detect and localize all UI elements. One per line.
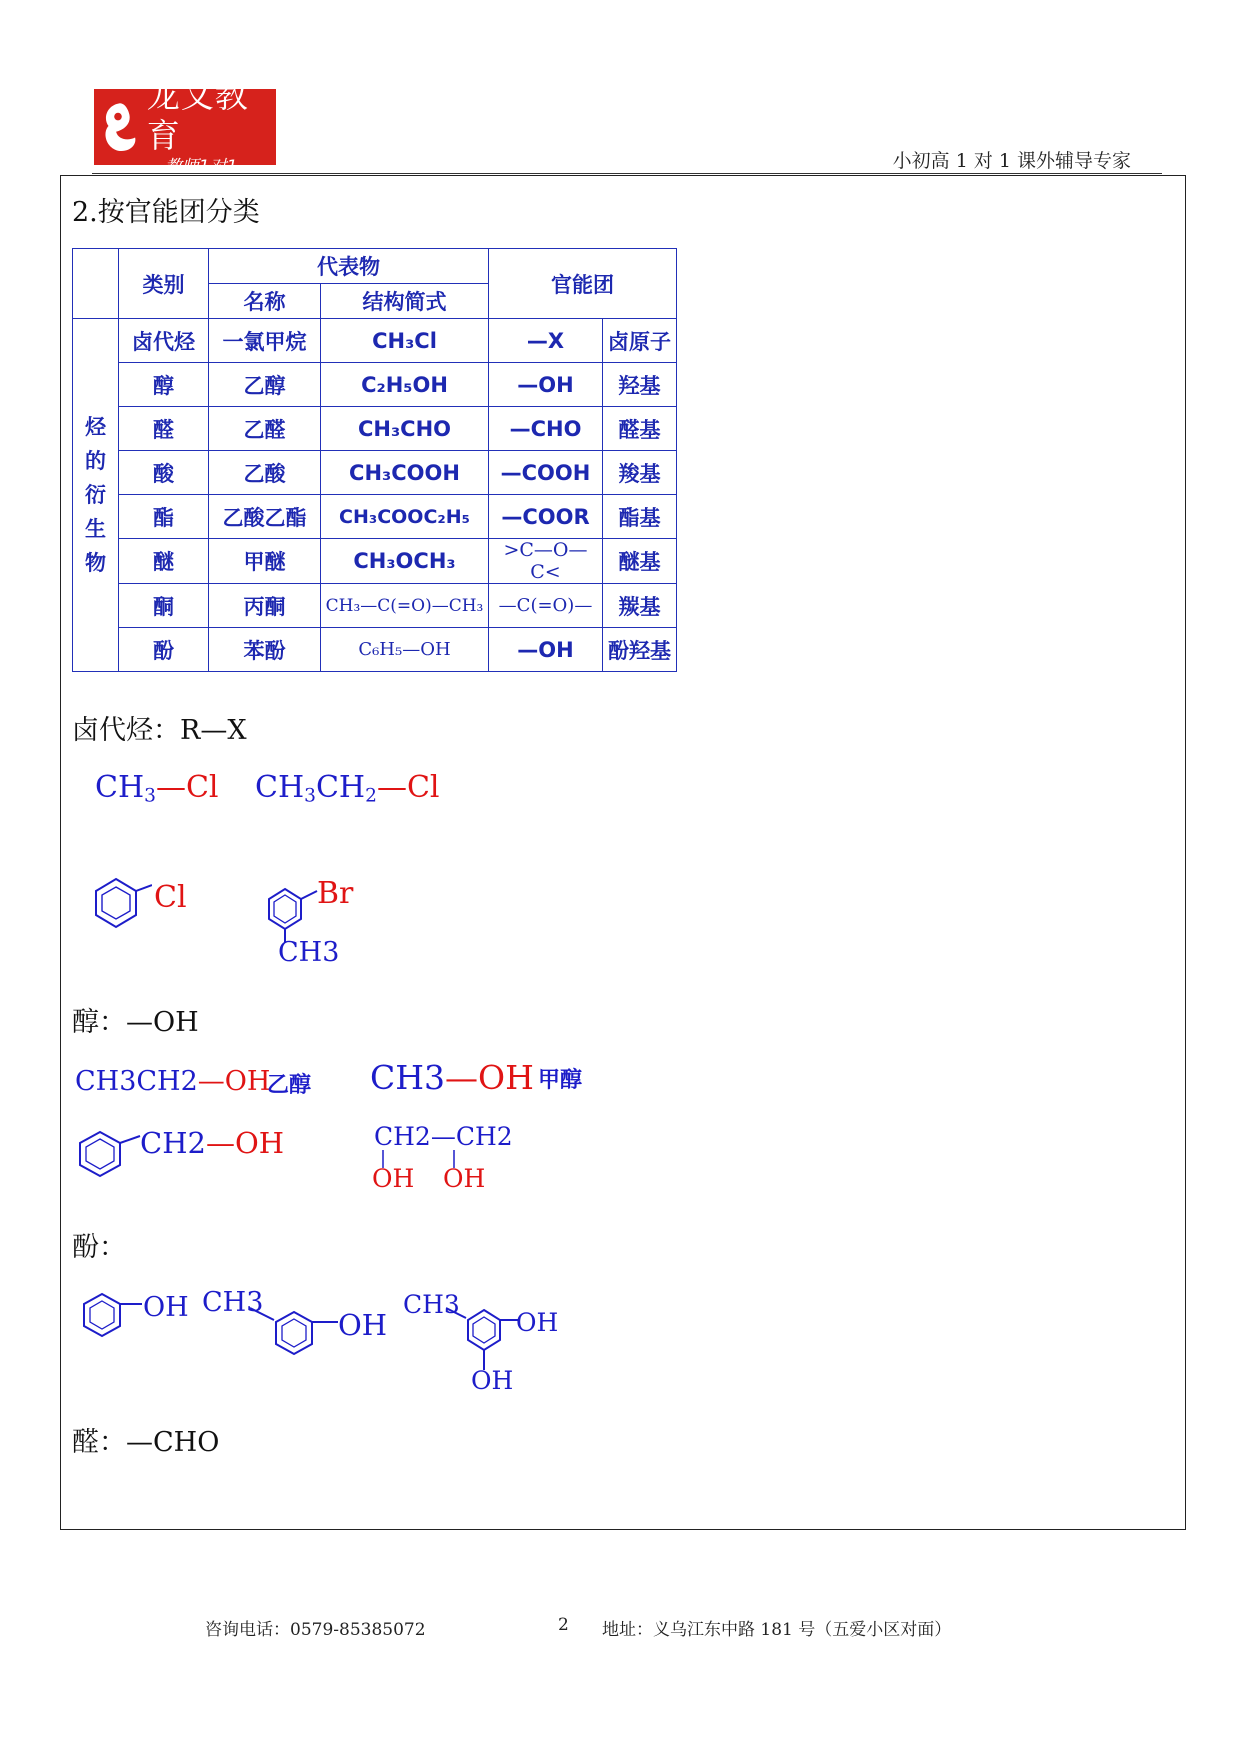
row-name: 乙醇: [209, 363, 321, 407]
row-group-name: 卤原子: [603, 319, 677, 363]
row-name: 乙醛: [209, 407, 321, 451]
row-category: 酮: [119, 584, 209, 628]
row-group: —COOR: [489, 495, 603, 539]
row-category: 醛: [119, 407, 209, 451]
footer-phone: 咨询电话：0579-85385072: [205, 1620, 426, 1640]
row-structure: CH₃COOC₂H₅: [321, 495, 489, 539]
row-group: —OH: [489, 628, 603, 672]
row-group-name: 羰基: [603, 584, 677, 628]
header-structure: 结构简式: [321, 284, 489, 319]
ethylene-glycol-backbone: CH2—CH2: [374, 1122, 513, 1151]
row-group: —CHO: [489, 407, 603, 451]
table-row: [73, 363, 677, 407]
row-group-name: 羧基: [603, 451, 677, 495]
table-row: [73, 539, 677, 584]
row-structure: CH₃Cl: [321, 319, 489, 363]
phenol-label: 酚：: [72, 1232, 126, 1263]
row-category: 酯: [119, 495, 209, 539]
row-group-name: 酚羟基: [603, 628, 677, 672]
methanol-formula: CH3—OH: [370, 1058, 534, 1097]
row-name: 苯酚: [209, 628, 321, 672]
row-structure: CH₃CHO: [321, 407, 489, 451]
row-structure: C₆H₅—OH: [321, 628, 489, 672]
header-name: 名称: [209, 284, 321, 319]
page-number: 2: [558, 1615, 569, 1635]
bromotoluene-methyl: CH3: [278, 937, 340, 968]
row-group-name: 醛基: [603, 407, 677, 451]
ethylene-glycol-oh-1: OH: [372, 1164, 415, 1193]
row-name: 乙酸乙酯: [209, 495, 321, 539]
haloalkane-label: 卤代烃：R—X: [72, 715, 247, 746]
row-category: 醚: [119, 539, 209, 584]
chlorobenzene-group: Cl: [154, 880, 187, 915]
row-group: >C—O—C<: [489, 539, 603, 584]
table-row: [73, 451, 677, 495]
benzyl-alcohol-formula: CH2—OH: [140, 1126, 285, 1160]
row-group-label: 烃 的 衍 生 物: [73, 319, 119, 672]
ethylene-glycol-oh-2: OH: [443, 1164, 486, 1193]
ethanol-name: 乙醇: [267, 1073, 312, 1098]
benzene-ring-icon: [80, 1290, 146, 1346]
table-row: [73, 319, 677, 363]
row-category: 酸: [119, 451, 209, 495]
row-group-name: 醚基: [603, 539, 677, 584]
row-name: 丙酮: [209, 584, 321, 628]
row-group: —OH: [489, 363, 603, 407]
row-structure: CH₃OCH₃: [321, 539, 489, 584]
row-group: —X: [489, 319, 603, 363]
row-structure: C₂H₅OH: [321, 363, 489, 407]
header-functional-group: 官能团: [489, 249, 677, 319]
row-name: 甲醚: [209, 539, 321, 584]
cresol-oh: OH: [338, 1308, 388, 1342]
orcinol-oh-1: OH: [516, 1308, 559, 1337]
header-tagline: 小初高 1 对 1 课外辅导专家: [892, 150, 1131, 172]
row-category: 醇: [119, 363, 209, 407]
footer-address: 地址：义乌江东中路 181 号（五爱小区对面）: [602, 1620, 952, 1640]
row-category: 酚: [119, 628, 209, 672]
row-category: 卤代烃: [119, 319, 209, 363]
logo-title: 龙文教育: [146, 76, 249, 155]
row-structure: CH₃—C(=O)—CH₃: [321, 584, 489, 628]
row-name: 乙酸: [209, 451, 321, 495]
chloroethane-formula: $CH_3CH_2—Cl$: [255, 770, 440, 807]
alcohol-label: 醇：—OH: [72, 1007, 199, 1038]
orcinol-methyl: CH3: [403, 1290, 460, 1319]
chloromethane-formula: $CH_3—Cl$: [95, 770, 219, 807]
header-category: 类别: [119, 249, 209, 319]
logo-emblem-icon: [99, 96, 141, 158]
benzene-ring-icon: [76, 1128, 142, 1184]
phenol-oh: OH: [143, 1292, 189, 1323]
cresol-methyl: CH3: [202, 1287, 264, 1318]
ethanol-formula: CH3CH2—OH: [75, 1066, 271, 1097]
row-group-name: 羟基: [603, 363, 677, 407]
header-divider: [92, 173, 1162, 174]
table-corner-cell: [73, 249, 119, 319]
logo-subtitle: 教师1对1: [164, 157, 238, 177]
benzene-ring-icon: [92, 875, 152, 937]
table-row: [73, 495, 677, 539]
table-row: [73, 407, 677, 451]
brand-logo: [94, 76, 276, 177]
benzene-ring-icon: [446, 1306, 520, 1374]
aldehyde-label: 醛：—CHO: [72, 1427, 220, 1458]
benzene-ring-icon: [250, 1306, 342, 1364]
row-structure: CH₃COOH: [321, 451, 489, 495]
row-group-name: 酯基: [603, 495, 677, 539]
section-heading: 2.按官能团分类: [72, 197, 260, 228]
table-row: [73, 584, 677, 628]
row-group: —C(=O)—: [489, 584, 603, 628]
methanol-name: 甲醇: [538, 1068, 583, 1093]
bromotoluene-group: Br: [317, 876, 354, 911]
orcinol-oh-2: OH: [471, 1366, 514, 1395]
row-group: —COOH: [489, 451, 603, 495]
benzene-ring-icon: [265, 885, 323, 943]
row-name: 一氯甲烷: [209, 319, 321, 363]
header-representative: 代表物: [209, 249, 489, 284]
table-row: [73, 628, 677, 672]
functional-group-table: [72, 248, 677, 672]
